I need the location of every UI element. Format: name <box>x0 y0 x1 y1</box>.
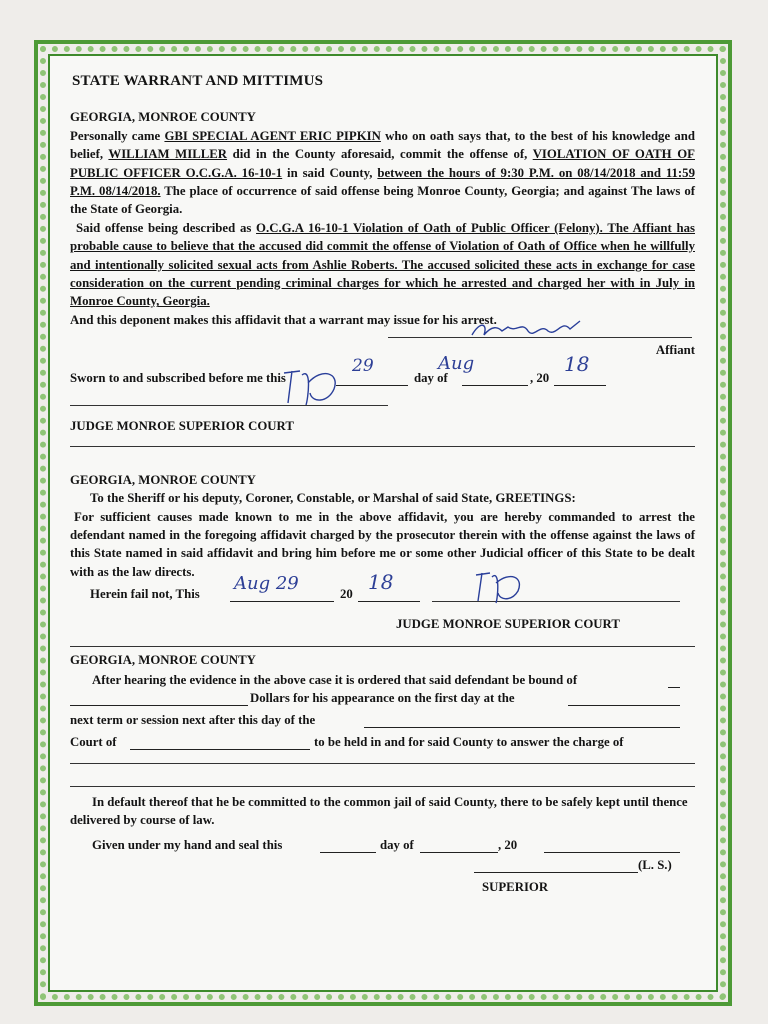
bond-blank <box>668 673 680 688</box>
warrant-greeting: To the Sheriff or his deputy, Coroner, Constable, or Marshal of said State, GREETINGS: <box>90 491 576 506</box>
accused-name: WILLIAM MILLER <box>108 147 228 162</box>
sworn-month-value: Aug <box>438 353 475 375</box>
herein-text: Herein fail not, This <box>90 587 200 602</box>
bond-amount-blank <box>70 691 248 706</box>
deponent-statement: And this deponent makes this affidavit that a warrant may issue for his arrest. <box>70 312 497 327</box>
affiant-name: GBI SPECIAL AGENT ERIC PIPKIN <box>164 128 381 143</box>
given-year-blank <box>544 838 680 853</box>
offense-name: VIOLATION OF OATH OF PUBLIC OFFICER O.C.G.A. 16-10-1 <box>70 147 695 180</box>
affidavit-text: did in the County aforesaid, commit the offense of, <box>227 147 533 162</box>
affidavit-text: in said County, <box>282 165 378 180</box>
affiant-signature-row <box>70 329 695 361</box>
court-of-text: Court of <box>70 734 117 749</box>
term-blank <box>364 713 680 728</box>
warrant-section <box>70 471 695 647</box>
sworn-day-of: day of <box>414 371 448 386</box>
bond-line-3 <box>70 713 695 735</box>
herein-year-value: 18 <box>368 570 394 595</box>
charge-line-1 <box>70 763 695 764</box>
bond-text: After hearing the evidence in the above case it is ordered that said defendant be bound of <box>92 672 578 687</box>
seal-ls-label: (L. S.) <box>638 857 672 872</box>
given-month-blank <box>420 838 498 853</box>
warrant-judge-label: JUDGE MONROE SUPERIOR COURT <box>396 617 620 632</box>
mittimus-county-heading: GEORGIA, MONROE COUNTY <box>70 652 256 667</box>
warrant-body: For sufficient causes made known to me in the above affidavit, you are hereby commanded to arrest the defendant named in the foregoing affidavit charged by the prosecutor therein with the offense against the laws of this State named in said affidavit and bring him before me or some other Judicial officer of this State to be dealt with as the law directs. <box>70 509 695 579</box>
affidavit-text: who on oath says that, to the best of his knowledge and belief, <box>70 128 695 162</box>
given-century: , 20 <box>498 837 518 852</box>
judge-signature-line-affidavit <box>70 405 388 406</box>
sworn-year-value: 18 <box>564 352 590 377</box>
mittimus-section <box>70 651 695 897</box>
bond-line-4 <box>70 735 695 757</box>
section-divider <box>70 646 695 647</box>
affidavit-text: Personally came <box>70 128 165 143</box>
next-term-text: next term or session next after this day of the <box>70 712 316 727</box>
given-row <box>70 834 695 856</box>
given-day-blank <box>320 838 376 853</box>
court-blank <box>130 735 310 750</box>
superior-label: SUPERIOR <box>482 879 549 894</box>
affidavit-text: The place of occurrence of said offense being Monroe County, Georgia; and against The laws of the State of Georgia. <box>70 184 695 217</box>
affidavit-county-heading: GEORGIA, MONROE COUNTY <box>70 110 256 125</box>
bond-line-1 <box>70 669 695 691</box>
offense-description-paragraph <box>70 219 695 311</box>
affiant-signature <box>468 313 588 349</box>
affidavit-judge-label: JUDGE MONROE SUPERIOR COURT <box>70 419 294 434</box>
seal-signature-blank <box>474 858 638 873</box>
appearance-blank <box>568 691 680 706</box>
seal-row <box>70 856 695 878</box>
affidavit-text: Said offense being described as <box>76 220 257 235</box>
given-text: Given under my hand and seal this <box>92 837 283 852</box>
given-day-of: day of <box>380 837 414 852</box>
sworn-text: Sworn to and subscribed before me this <box>70 371 286 386</box>
document-title: STATE WARRANT AND MITTIMUS <box>72 73 324 89</box>
judge-signature-affidavit <box>278 363 358 409</box>
affiant-label: Affiant <box>655 343 695 358</box>
herein-century: 20 <box>340 587 353 602</box>
herein-date-value: Aug 29 <box>234 573 299 595</box>
affidavit-paragraph <box>70 127 695 219</box>
bond-line-2 <box>70 691 695 713</box>
warrant-county-heading: GEORGIA, MONROE COUNTY <box>70 472 256 487</box>
sworn-century: , 20 <box>530 371 550 386</box>
bond-dollars-text: Dollars for his appearance on the first day at the <box>250 690 515 705</box>
judge-signature-warrant <box>470 567 530 607</box>
herein-row <box>70 570 695 615</box>
sworn-row <box>70 352 695 411</box>
answer-charge-text: to be held in and for said County to answer the charge of <box>314 734 624 749</box>
warrant-document <box>70 70 695 896</box>
offense-description: O.C.G.A 16-10-1 Violation of Oath of Public Officer (Felony). The Affiant has probable cause to believe that the accused did commit the offense of Violation of Oath of Office when he willfully and intentionally solicited sexual acts from Ashlie Roberts. The accused solicited these acts in exchange for case consideration on the current pending criminal charges for which he arrested and charged her with in July in Monroe County, Georgia. <box>70 220 695 309</box>
charge-line-2 <box>70 786 695 787</box>
section-divider <box>70 446 695 447</box>
affidavit-section <box>70 108 695 446</box>
offense-time: between the hours of 9:30 P.M. on 08/14/2018 and 11:59 P.M. 08/14/2018. <box>70 165 695 199</box>
default-commitment-text: In default thereof that he be committed to the common jail of said County, there to be safely kept until thence delivered by course of law. <box>70 794 688 828</box>
sworn-day-value: 29 <box>352 356 374 377</box>
